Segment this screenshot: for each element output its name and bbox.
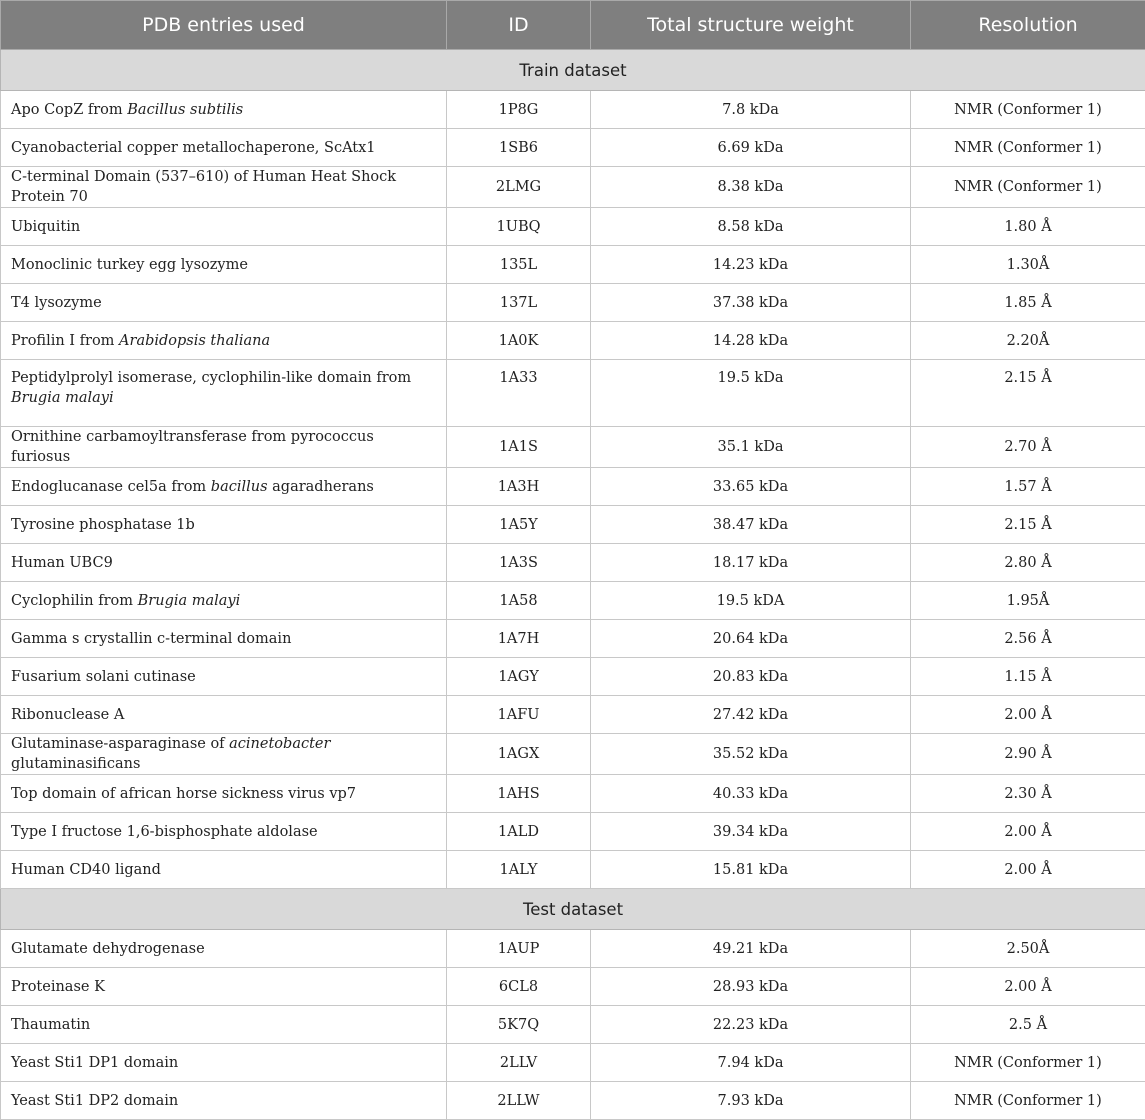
cell-id: 135L	[447, 246, 591, 284]
cell-id: 1A5Y	[447, 506, 591, 544]
cell-resolution: 1.85 Å	[911, 284, 1145, 322]
cell-entry-name	[1, 1044, 447, 1082]
cell-weight: 33.65 kDa	[591, 468, 911, 506]
header-resolution: Resolution	[911, 1, 1145, 50]
cell-entry-name	[1, 129, 447, 167]
cell-weight: 18.17 kDa	[591, 544, 911, 582]
cell-weight: 22.23 kDa	[591, 1006, 911, 1044]
cell-weight: 27.42 kDa	[591, 696, 911, 734]
entry-name-italic: Arabidopsis thaliana	[119, 333, 270, 349]
cell-entry-name	[1, 658, 447, 696]
cell-id: 1AUP	[447, 930, 591, 968]
table-row	[1, 813, 1145, 851]
table-row	[1, 696, 1145, 734]
cell-entry-name	[1, 468, 447, 506]
cell-id: 1A0K	[447, 322, 591, 360]
cell-id: 1A7H	[447, 620, 591, 658]
table-row	[1, 544, 1145, 582]
entry-name-text: Fusarium solani cutinase	[11, 669, 196, 685]
entry-name-text: Profilin I from	[11, 333, 119, 349]
entry-name-text: Tyrosine phosphatase 1b	[11, 517, 195, 533]
cell-resolution: 1.95Å	[911, 582, 1145, 620]
cell-weight: 19.5 kDA	[591, 582, 911, 620]
table-row	[1, 246, 1145, 284]
entry-name-text: Thaumatin	[11, 1017, 90, 1033]
cell-weight: 14.28 kDa	[591, 322, 911, 360]
entry-name-text: Yeast Sti1 DP1 domain	[11, 1055, 178, 1071]
cell-entry-name	[1, 813, 447, 851]
cell-id: 1AFU	[447, 696, 591, 734]
cell-resolution: 1.30Å	[911, 246, 1145, 284]
cell-id: 1A33	[447, 360, 591, 427]
cell-resolution: 2.00 Å	[911, 696, 1145, 734]
entry-name-text: Endoglucanase cel5a from	[11, 479, 211, 495]
cell-id: 1AHS	[447, 775, 591, 813]
entry-name-text: Glutaminase-asparaginase of	[11, 736, 229, 752]
cell-id: 5K7Q	[447, 1006, 591, 1044]
entry-name-italic: Brugia malayi	[11, 390, 114, 406]
cell-entry-name	[1, 544, 447, 582]
cell-id: 1A1S	[447, 427, 591, 468]
cell-entry-name	[1, 246, 447, 284]
cell-entry-name	[1, 734, 447, 775]
table-row	[1, 167, 1145, 208]
cell-weight: 15.81 kDa	[591, 851, 911, 889]
cell-weight: 35.1 kDa	[591, 427, 911, 468]
cell-weight: 20.83 kDa	[591, 658, 911, 696]
header-id: ID	[447, 1, 591, 50]
section-label-train: Train dataset	[1, 50, 1145, 91]
cell-resolution: 2.56 Å	[911, 620, 1145, 658]
header-total-weight: Total structure weight	[591, 1, 911, 50]
cell-resolution: 2.5 Å	[911, 1006, 1145, 1044]
cell-weight: 20.64 kDa	[591, 620, 911, 658]
cell-resolution: 2.70 Å	[911, 427, 1145, 468]
cell-weight: 8.58 kDa	[591, 208, 911, 246]
table-row	[1, 322, 1145, 360]
cell-entry-name	[1, 208, 447, 246]
cell-id: 1ALY	[447, 851, 591, 889]
cell-weight: 6.69 kDa	[591, 129, 911, 167]
cell-entry-name	[1, 284, 447, 322]
entry-name-text: Peptidylprolyl isomerase, cyclophilin-like domain from	[11, 370, 411, 386]
entry-name-suffix: glutaminasificans	[11, 756, 140, 772]
cell-id: 1A3S	[447, 544, 591, 582]
entry-name-suffix: agaradherans	[268, 479, 374, 495]
cell-weight: 7.93 kDa	[591, 1082, 911, 1120]
cell-resolution: 2.90 Å	[911, 734, 1145, 775]
cell-resolution: 2.15 Å	[911, 506, 1145, 544]
entry-name-text: Apo CopZ from	[11, 102, 127, 118]
cell-resolution: 2.00 Å	[911, 968, 1145, 1006]
cell-entry-name	[1, 696, 447, 734]
table-row	[1, 734, 1145, 775]
table-body	[1, 50, 1145, 1120]
cell-entry-name	[1, 322, 447, 360]
cell-id: 1SB6	[447, 129, 591, 167]
entry-name-text: Human UBC9	[11, 555, 113, 571]
table-row	[1, 1044, 1145, 1082]
cell-weight: 49.21 kDa	[591, 930, 911, 968]
cell-weight: 38.47 kDa	[591, 506, 911, 544]
entry-name-text: Glutamate dehydrogenase	[11, 941, 205, 957]
table-row	[1, 91, 1145, 129]
entry-name-text: Cyclophilin from	[11, 593, 138, 609]
entry-name-text: Yeast Sti1 DP2 domain	[11, 1093, 178, 1109]
cell-id: 1P8G	[447, 91, 591, 129]
cell-id: 1UBQ	[447, 208, 591, 246]
entry-name-text: Ribonuclease A	[11, 707, 124, 723]
table-row	[1, 1082, 1145, 1120]
entry-name-text: T4 lysozyme	[11, 295, 102, 311]
section-label-test: Test dataset	[1, 889, 1145, 930]
table-row	[1, 427, 1145, 468]
cell-weight: 37.38 kDa	[591, 284, 911, 322]
cell-resolution: 1.15 Å	[911, 658, 1145, 696]
table-row	[1, 468, 1145, 506]
cell-id: 2LLW	[447, 1082, 591, 1120]
cell-resolution: 2.00 Å	[911, 813, 1145, 851]
cell-entry-name	[1, 620, 447, 658]
cell-id: 6CL8	[447, 968, 591, 1006]
cell-weight: 14.23 kDa	[591, 246, 911, 284]
cell-entry-name	[1, 506, 447, 544]
table-row	[1, 360, 1145, 427]
cell-entry-name	[1, 851, 447, 889]
section-row-train	[1, 50, 1145, 91]
cell-resolution: 2.30 Å	[911, 775, 1145, 813]
cell-id: 1AGX	[447, 734, 591, 775]
cell-resolution: 2.50Å	[911, 930, 1145, 968]
cell-resolution: NMR (Conformer 1)	[911, 91, 1145, 129]
table-header	[1, 1, 1145, 50]
cell-weight: 28.93 kDa	[591, 968, 911, 1006]
table-row	[1, 851, 1145, 889]
entry-name-text: Gamma s crystallin c-terminal domain	[11, 631, 291, 647]
cell-entry-name	[1, 775, 447, 813]
entry-name-text: Cyanobacterial copper metallochaperone, ScAtx1	[11, 140, 376, 156]
cell-id: 2LMG	[447, 167, 591, 208]
header-pdb-entries: PDB entries used	[1, 1, 447, 50]
table-row	[1, 930, 1145, 968]
cell-entry-name	[1, 91, 447, 129]
cell-weight: 7.8 kDa	[591, 91, 911, 129]
cell-entry-name	[1, 1006, 447, 1044]
entry-name-text: Type I fructose 1,6-bisphosphate aldolase	[11, 824, 318, 840]
cell-id: 1ALD	[447, 813, 591, 851]
cell-id: 137L	[447, 284, 591, 322]
entry-name-text: Human CD40 ligand	[11, 862, 161, 878]
entry-name-text: Proteinase K	[11, 979, 105, 995]
table-row	[1, 1006, 1145, 1044]
header-row	[1, 1, 1145, 50]
cell-id: 1AGY	[447, 658, 591, 696]
cell-resolution: NMR (Conformer 1)	[911, 129, 1145, 167]
cell-resolution: NMR (Conformer 1)	[911, 1082, 1145, 1120]
cell-resolution: 2.20Å	[911, 322, 1145, 360]
entry-name-text: Ornithine carbamoyltransferase from pyrococcus furiosus	[11, 429, 374, 465]
cell-entry-name	[1, 582, 447, 620]
cell-resolution: 1.80 Å	[911, 208, 1145, 246]
cell-entry-name	[1, 360, 447, 427]
cell-resolution: 2.80 Å	[911, 544, 1145, 582]
table-row	[1, 129, 1145, 167]
entry-name-italic: bacillus	[211, 479, 268, 495]
cell-resolution: 2.00 Å	[911, 851, 1145, 889]
entry-name-text: Top domain of african horse sickness virus vp7	[11, 786, 356, 802]
table-row	[1, 582, 1145, 620]
cell-resolution: NMR (Conformer 1)	[911, 167, 1145, 208]
entry-name-text: C-terminal Domain (537–610) of Human Heat Shock Protein 70	[11, 169, 396, 205]
table-row	[1, 968, 1145, 1006]
cell-resolution: 1.57 Å	[911, 468, 1145, 506]
cell-id: 1A58	[447, 582, 591, 620]
entry-name-italic: Brugia malayi	[138, 593, 241, 609]
cell-entry-name	[1, 167, 447, 208]
cell-resolution: NMR (Conformer 1)	[911, 1044, 1145, 1082]
entry-name-italic: Bacillus subtilis	[127, 102, 243, 118]
cell-entry-name	[1, 930, 447, 968]
cell-weight: 19.5 kDa	[591, 360, 911, 427]
cell-weight: 39.34 kDa	[591, 813, 911, 851]
cell-weight: 7.94 kDa	[591, 1044, 911, 1082]
cell-entry-name	[1, 968, 447, 1006]
cell-weight: 8.38 kDa	[591, 167, 911, 208]
entry-name-italic: acinetobacter	[229, 736, 330, 752]
table-row	[1, 620, 1145, 658]
entry-name-text: Ubiquitin	[11, 219, 80, 235]
cell-entry-name	[1, 427, 447, 468]
table-row	[1, 208, 1145, 246]
cell-id: 2LLV	[447, 1044, 591, 1082]
cell-entry-name	[1, 1082, 447, 1120]
table-row	[1, 658, 1145, 696]
cell-weight: 40.33 kDa	[591, 775, 911, 813]
cell-weight: 35.52 kDa	[591, 734, 911, 775]
table-row	[1, 284, 1145, 322]
section-row-test	[1, 889, 1145, 930]
table-row	[1, 775, 1145, 813]
cell-id: 1A3H	[447, 468, 591, 506]
table-row	[1, 506, 1145, 544]
cell-resolution: 2.15 Å	[911, 360, 1145, 427]
entry-name-text: Monoclinic turkey egg lysozyme	[11, 257, 248, 273]
